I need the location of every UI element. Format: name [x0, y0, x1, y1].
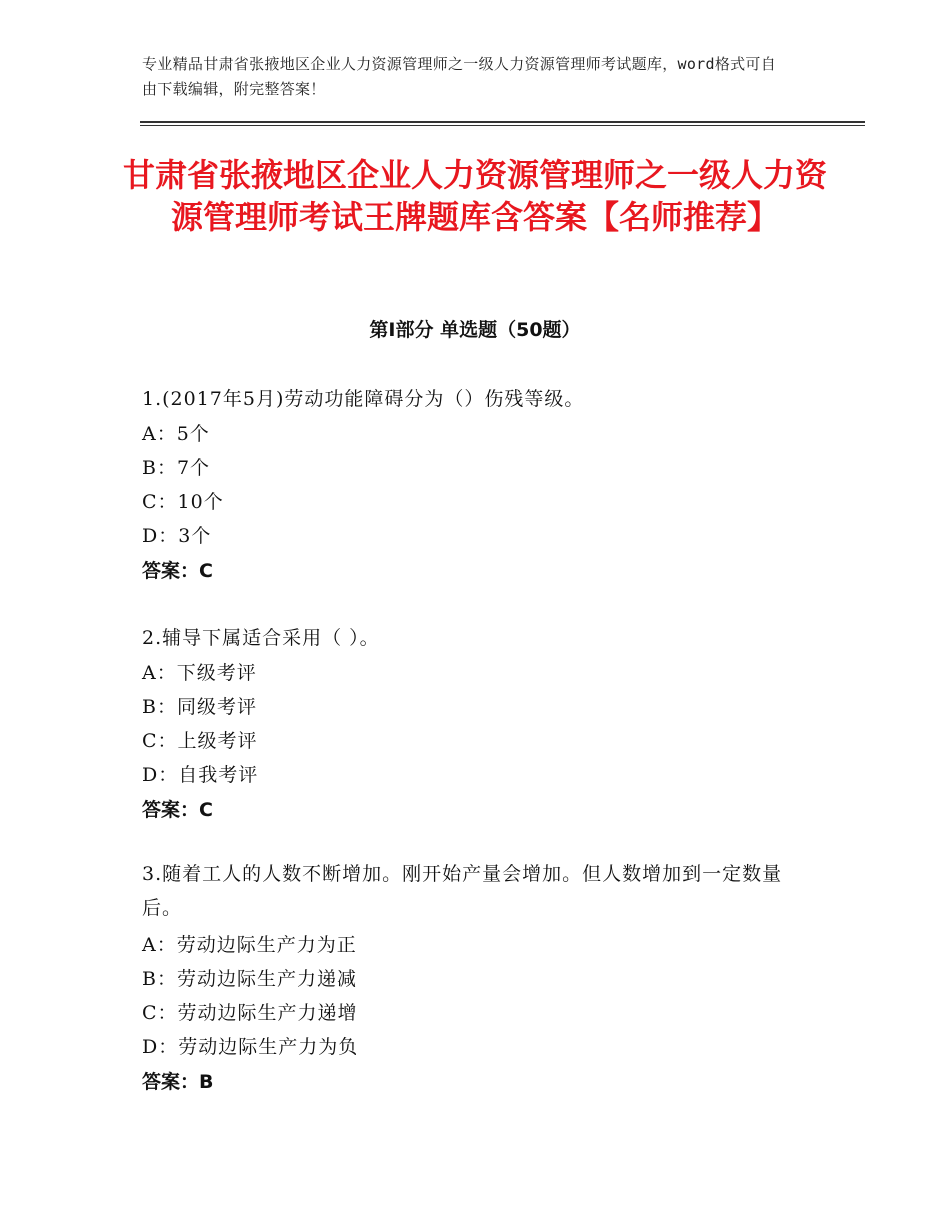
section-title: 第Ⅰ部分 单选题（50题）: [369, 319, 581, 341]
option-c: C：10个: [142, 491, 224, 513]
option-b: B：同级考评: [142, 696, 257, 718]
option-c: C：上级考评: [142, 730, 258, 752]
option-d: D：自我考评: [142, 764, 259, 786]
question-text: 3.随着工人的人数不断增加。刚开始产量会增加。但人数增加到一定数量后。: [142, 863, 783, 919]
option-a: A：下级考评: [142, 662, 257, 684]
option-b: B：劳动边际生产力递减: [142, 968, 357, 990]
question-text: 1.(2017年5月)劳动功能障碍分为（）伤残等级。: [142, 388, 585, 410]
option-d: D：3个: [142, 525, 212, 547]
answer: 答案：C: [142, 799, 213, 821]
option-b: B：7个: [142, 457, 211, 479]
document-title: 甘肃省张掖地区企业人力资源管理师之一级人力资源管理师考试王牌题库含答案【名师推荐】: [122, 156, 827, 236]
option-d: D：劳动边际生产力为负: [142, 1036, 359, 1058]
header-note: 专业精品甘肃省张掖地区企业人力资源管理师之一级人力资源管理师考试题库，word格式可自由下载编辑，附完整答案！: [142, 55, 777, 98]
header-divider-thin: [140, 125, 865, 126]
option-a: A：5个: [142, 423, 210, 445]
option-a: A：劳动边际生产力为正: [142, 934, 357, 956]
answer: 答案：C: [142, 560, 213, 582]
answer: 答案：B: [142, 1071, 214, 1093]
question-text: 2.辅导下属适合采用（ ）。: [142, 627, 380, 649]
header-divider-thick: [140, 121, 865, 123]
option-c: C：劳动边际生产力递增: [142, 1002, 358, 1024]
